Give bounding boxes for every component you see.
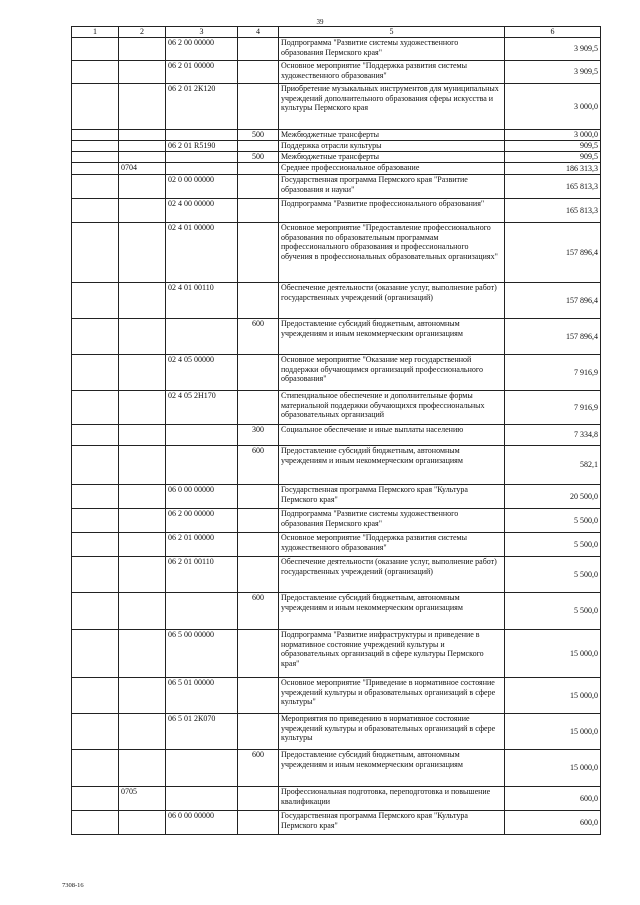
cell-col-4 [238,509,279,533]
cell-col-6: 15 000,0 [505,714,601,750]
cell-col-1 [72,130,119,141]
page-number: 39 [316,18,324,26]
cell-col-1 [72,152,119,163]
cell-col-5: Мероприятия по приведению в нормативное состояние учреждений культуры и образовательных организаций в сфере культуры [279,714,505,750]
cell-col-6: 15 000,0 [505,678,601,714]
cell-col-1 [72,61,119,84]
cell-col-6: 5 500,0 [505,557,601,593]
cell-col-1 [72,425,119,446]
cell-col-6: 7 916,9 [505,355,601,391]
cell-col-2 [119,533,166,557]
cell-col-1 [72,593,119,630]
cell-col-5: Поддержка отрасли культуры [279,141,505,152]
cell-col-1 [72,630,119,678]
cell-col-2 [119,199,166,223]
cell-col-6: 20 500,0 [505,485,601,509]
cell-col-6: 5 500,0 [505,533,601,557]
cell-col-5: Межбюджетные трансферты [279,130,505,141]
cell-col-3 [166,787,238,811]
cell-col-5: Основное мероприятие "Предоставление профессионального образования по образовательным программам профессионального образования и профессионального обучения в профессиональных образовательных организациях" [279,223,505,283]
cell-col-1 [72,446,119,485]
cell-col-1 [72,199,119,223]
table-row [72,533,601,557]
cell-col-3: 06 5 01 2К070 [166,714,238,750]
cell-col-1 [72,355,119,391]
cell-col-6: 165 813,3 [505,175,601,199]
cell-col-1 [72,485,119,509]
column-header: 6 [505,27,601,38]
cell-col-2: 0705 [119,787,166,811]
cell-col-5: Государственная программа Пермского края "Культура Пермского края" [279,811,505,835]
table-row [72,38,601,61]
cell-col-4: 600 [238,593,279,630]
cell-col-2 [119,593,166,630]
cell-col-3 [166,446,238,485]
cell-col-3: 02 4 05 2Н170 [166,391,238,425]
cell-col-1 [72,223,119,283]
cell-col-4 [238,141,279,152]
cell-col-2 [119,557,166,593]
cell-col-5: Обеспечение деятельности (оказание услуг, выполнение работ) государственных учреждений (организаций) [279,557,505,593]
cell-col-5: Предоставление субсидий бюджетным, автономным учреждениям и иным некоммерческим организациям [279,446,505,485]
cell-col-1 [72,141,119,152]
cell-col-6: 600,0 [505,787,601,811]
cell-col-2: 0704 [119,163,166,175]
cell-col-3: 06 2 01 00110 [166,557,238,593]
cell-col-5: Государственная программа Пермского края "Развитие образования и науки" [279,175,505,199]
table-row [72,130,601,141]
cell-col-6: 157 896,4 [505,319,601,355]
cell-col-6: 3 909,5 [505,38,601,61]
cell-col-2 [119,750,166,787]
cell-col-1 [72,84,119,130]
cell-col-1 [72,38,119,61]
cell-col-5: Государственная программа Пермского края "Культура Пермского края" [279,485,505,509]
table-row [72,678,601,714]
cell-col-6: 3 000,0 [505,84,601,130]
cell-col-3: 02 0 00 00000 [166,175,238,199]
cell-col-5: Межбюджетные трансферты [279,152,505,163]
cell-col-1 [72,811,119,835]
cell-col-2 [119,84,166,130]
cell-col-5: Стипендиальное обеспечение и дополнительные формы материальной поддержки обучающихся профессиональных образовательных организаций [279,391,505,425]
table-row [72,141,601,152]
cell-col-4: 600 [238,750,279,787]
cell-col-5: Приобретение музыкальных инструментов для муниципальных учреждений дополнительного образования сферы искусства и культуры Пермского края [279,84,505,130]
table-row [72,152,601,163]
cell-col-3: 06 2 00 00000 [166,509,238,533]
table-row [72,750,601,787]
cell-col-4: 300 [238,425,279,446]
cell-col-3: 06 0 00 00000 [166,485,238,509]
cell-col-1 [72,319,119,355]
cell-col-2 [119,130,166,141]
cell-col-2 [119,425,166,446]
cell-col-5: Основное мероприятие "Оказание мер государственной поддержки обучающимся организаций профессионального образования" [279,355,505,391]
cell-col-5: Основное мероприятие "Приведение в нормативное состояние учреждений культуры и образовательных организаций в сфере культуры" [279,678,505,714]
table-row [72,223,601,283]
cell-col-1 [72,175,119,199]
table-row [72,630,601,678]
column-header: 3 [166,27,238,38]
cell-col-4 [238,223,279,283]
cell-col-4: 500 [238,152,279,163]
table-row [72,319,601,355]
cell-col-1 [72,787,119,811]
cell-col-6: 909,5 [505,141,601,152]
table-body [72,38,601,835]
cell-col-2 [119,283,166,319]
table-row [72,61,601,84]
cell-col-6: 582,1 [505,446,601,485]
table-row [72,199,601,223]
document-code: 7308-16 [62,882,84,889]
cell-col-6: 15 000,0 [505,750,601,787]
cell-col-4 [238,84,279,130]
cell-col-6: 157 896,4 [505,283,601,319]
cell-col-3 [166,163,238,175]
cell-col-6: 3 909,5 [505,61,601,84]
table-header [72,27,601,38]
cell-col-4 [238,355,279,391]
cell-col-6: 7 916,9 [505,391,601,425]
cell-col-4 [238,61,279,84]
cell-col-5: Основное мероприятие "Поддержка развития системы художественного образования" [279,533,505,557]
table-row [72,355,601,391]
cell-col-3: 06 0 00 00000 [166,811,238,835]
cell-col-6: 15 000,0 [505,630,601,678]
cell-col-3: 02 4 01 00000 [166,223,238,283]
cell-col-3: 02 4 00 00000 [166,199,238,223]
column-header: 5 [279,27,505,38]
cell-col-3 [166,319,238,355]
cell-col-5: Социальное обеспечение и иные выплаты населению [279,425,505,446]
cell-col-4 [238,391,279,425]
table-row [72,557,601,593]
cell-col-6: 909,5 [505,152,601,163]
cell-col-5: Подпрограмма "Развитие системы художественного образования Пермского края" [279,38,505,61]
cell-col-4 [238,787,279,811]
cell-col-3: 02 4 05 00000 [166,355,238,391]
cell-col-4 [238,175,279,199]
cell-col-2 [119,38,166,61]
table-row [72,84,601,130]
cell-col-2 [119,355,166,391]
cell-col-4 [238,163,279,175]
cell-col-1 [72,163,119,175]
cell-col-3 [166,425,238,446]
cell-col-3: 06 2 00 00000 [166,38,238,61]
cell-col-5: Предоставление субсидий бюджетным, автономным учреждениям и иным некоммерческим организациям [279,593,505,630]
cell-col-4: 500 [238,130,279,141]
cell-col-3 [166,750,238,787]
column-header: 4 [238,27,279,38]
column-header: 1 [72,27,119,38]
table-row [72,163,601,175]
table-row [72,593,601,630]
table-row [72,391,601,425]
cell-col-6: 165 813,3 [505,199,601,223]
cell-col-2 [119,811,166,835]
cell-col-4 [238,485,279,509]
cell-col-2 [119,446,166,485]
cell-col-1 [72,533,119,557]
cell-col-2 [119,678,166,714]
table-row [72,446,601,485]
cell-col-3: 02 4 01 00110 [166,283,238,319]
cell-col-6: 600,0 [505,811,601,835]
cell-col-4: 600 [238,446,279,485]
cell-col-6: 186 313,3 [505,163,601,175]
cell-col-5: Основное мероприятие "Поддержка развития системы художественного образования" [279,61,505,84]
cell-col-4 [238,811,279,835]
cell-col-1 [72,509,119,533]
cell-col-3: 06 5 00 00000 [166,630,238,678]
cell-col-4 [238,199,279,223]
cell-col-4 [238,630,279,678]
cell-col-4 [238,714,279,750]
cell-col-1 [72,750,119,787]
cell-col-2 [119,714,166,750]
cell-col-1 [72,283,119,319]
table-row [72,811,601,835]
cell-col-5: Подпрограмма "Развитие инфраструктуры и приведение в нормативное состояние учреждений культуры и образовательных организаций в сфере культуры Пермского края" [279,630,505,678]
cell-col-2 [119,223,166,283]
cell-col-4 [238,533,279,557]
cell-col-2 [119,630,166,678]
cell-col-5: Обеспечение деятельности (оказание услуг, выполнение работ) государственных учреждений (организаций) [279,283,505,319]
cell-col-4 [238,38,279,61]
cell-col-2 [119,509,166,533]
table-row [72,283,601,319]
table-row [72,485,601,509]
cell-col-2 [119,175,166,199]
cell-col-6: 5 500,0 [505,509,601,533]
table-row [72,175,601,199]
cell-col-6: 3 000,0 [505,130,601,141]
cell-col-3: 06 5 01 00000 [166,678,238,714]
cell-col-5: Профессиональная подготовка, переподготовка и повышение квалификации [279,787,505,811]
cell-col-3 [166,152,238,163]
cell-col-5: Среднее профессиональное образование [279,163,505,175]
cell-col-5: Подпрограмма "Развитие системы художественного образования Пермского края" [279,509,505,533]
cell-col-2 [119,61,166,84]
cell-col-2 [119,485,166,509]
cell-col-2 [119,391,166,425]
budget-table [71,26,601,835]
cell-col-2 [119,152,166,163]
cell-col-3 [166,130,238,141]
cell-col-6: 5 500,0 [505,593,601,630]
cell-col-4 [238,283,279,319]
cell-col-6: 7 334,8 [505,425,601,446]
table-row [72,425,601,446]
cell-col-3 [166,593,238,630]
cell-col-4: 600 [238,319,279,355]
table-row [72,509,601,533]
cell-col-1 [72,557,119,593]
cell-col-6: 157 896,4 [505,223,601,283]
cell-col-5: Предоставление субсидий бюджетным, автономным учреждениям и иным некоммерческим организациям [279,319,505,355]
cell-col-5: Подпрограмма "Развитие профессионального образования" [279,199,505,223]
cell-col-3: 06 2 01 00000 [166,61,238,84]
cell-col-1 [72,678,119,714]
table-row [72,787,601,811]
cell-col-5: Предоставление субсидий бюджетным, автономным учреждениям и иным некоммерческим организациям [279,750,505,787]
column-header: 2 [119,27,166,38]
cell-col-3: 06 2 01 R5190 [166,141,238,152]
cell-col-4 [238,678,279,714]
cell-col-4 [238,557,279,593]
cell-col-1 [72,391,119,425]
cell-col-2 [119,141,166,152]
cell-col-2 [119,319,166,355]
cell-col-1 [72,714,119,750]
cell-col-3: 06 2 01 00000 [166,533,238,557]
table-row [72,714,601,750]
cell-col-3: 06 2 01 2К120 [166,84,238,130]
